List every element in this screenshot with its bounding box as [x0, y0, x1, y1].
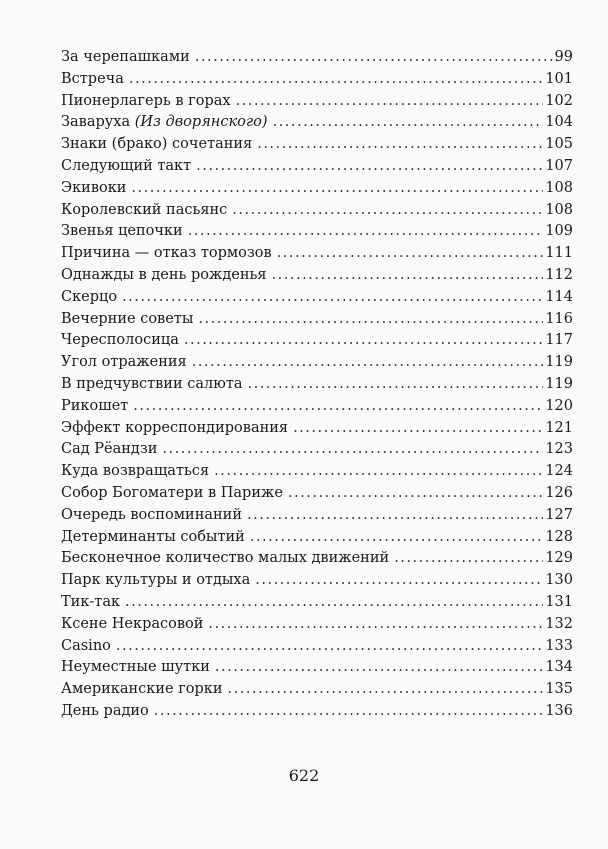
- toc-entry: [61, 505, 573, 527]
- toc-entry-title: [61, 614, 208, 636]
- toc-entry-title-text: Американские горки: [61, 681, 223, 698]
- toc-entry-page: 109: [545, 223, 573, 240]
- toc-entry: [61, 418, 573, 440]
- toc-entry-title: [61, 134, 257, 156]
- toc-entry-title-text: Вечерние советы: [61, 310, 194, 327]
- dot-leader: [154, 701, 544, 723]
- toc-entry: [61, 701, 573, 723]
- dot-leader: [272, 265, 544, 287]
- dot-leader: [248, 374, 544, 396]
- toc-entry-title: [61, 243, 277, 265]
- toc-entry-title-text: Пионерлагерь в горах: [61, 92, 231, 109]
- toc-entry: [61, 243, 573, 265]
- toc-entry-title-text: Заваруха: [61, 114, 135, 131]
- dot-leader: [195, 47, 553, 69]
- toc-entry-page: 119: [545, 375, 573, 392]
- toc-entry-title-text: Следующий такт: [61, 157, 192, 174]
- toc-entry: [61, 200, 573, 222]
- toc-entry-page: 105: [545, 136, 573, 153]
- toc-entry-page: 104: [545, 114, 573, 131]
- toc-entry-page: 131: [545, 593, 573, 610]
- toc-entry-title-text: Эффект корреспондирования: [61, 419, 289, 436]
- toc-entry: [61, 134, 573, 156]
- toc-entry-page: 132: [545, 615, 573, 632]
- toc-entry-title: [61, 701, 154, 723]
- toc-entry-title: [61, 483, 288, 505]
- toc-entry-page: 112: [545, 266, 573, 283]
- toc-entry-title: [61, 505, 247, 527]
- dot-leader: [192, 352, 544, 374]
- toc-entry-page: 119: [545, 354, 573, 371]
- toc-entry-page: 116: [545, 310, 573, 327]
- toc-entry-page: 135: [545, 681, 573, 698]
- toc-entry-title: [61, 592, 125, 614]
- toc-entry-page: 129: [545, 550, 573, 567]
- toc-entry-title-text: Детерминанты событий: [61, 528, 245, 545]
- toc-entry: [61, 548, 573, 570]
- toc-entry: [61, 352, 573, 374]
- toc-entry: [61, 309, 573, 331]
- toc-entry-title-text: Королевский пасьянс: [61, 201, 228, 218]
- dot-leader: [133, 396, 543, 418]
- toc-entry-title: [61, 374, 248, 396]
- toc-entry-title-text: Звенья цепочки: [61, 223, 183, 240]
- toc-entry-title: [61, 636, 116, 658]
- dot-leader: [215, 657, 543, 679]
- toc-entry-page: 111: [545, 245, 573, 262]
- toc-entry-page: 108: [545, 201, 573, 218]
- toc-entry-title: [61, 69, 129, 91]
- toc-entry-title-text: Экивоки: [61, 179, 127, 196]
- toc-entry: [61, 527, 573, 549]
- toc-entry: [61, 657, 573, 679]
- toc-entry: [61, 461, 573, 483]
- toc-entry: [61, 178, 573, 200]
- toc-entry-title: [61, 178, 131, 200]
- toc-entry-title: [61, 570, 255, 592]
- toc-entry-title-text: Неуместные шутки: [61, 659, 210, 676]
- toc-entry-title-text: За черепашками: [61, 49, 190, 65]
- dot-leader: [394, 548, 543, 570]
- toc-entry: [61, 614, 573, 636]
- toc-entry-title: [61, 287, 122, 309]
- dot-leader: [247, 505, 543, 527]
- toc-entry-title: [61, 461, 214, 483]
- dot-leader: [228, 679, 544, 701]
- toc-entry-title: [61, 548, 394, 570]
- dot-leader: [162, 439, 543, 461]
- dot-leader: [196, 156, 543, 178]
- toc-entry-title-text: Чересполосица: [61, 332, 179, 349]
- toc-entry-page: 121: [545, 419, 573, 436]
- toc-entry: [61, 592, 573, 614]
- toc-entry-title: [61, 309, 198, 331]
- dot-leader: [188, 221, 544, 243]
- toc-entry-page: 108: [545, 179, 573, 196]
- table-of-contents: [61, 47, 573, 723]
- dot-leader: [122, 287, 543, 309]
- toc-entry-title: [61, 330, 184, 352]
- toc-entry-title: [61, 418, 293, 440]
- toc-entry-page: 107: [545, 157, 573, 174]
- dot-leader: [288, 483, 543, 505]
- toc-entry: [61, 679, 573, 701]
- toc-entry: [61, 439, 573, 461]
- toc-entry-title-text: Знаки (брако) сочетания: [61, 136, 253, 153]
- toc-entry-title: [61, 679, 228, 701]
- dot-leader: [208, 614, 543, 636]
- toc-entry-page: 128: [545, 528, 573, 545]
- toc-entry-title: [61, 396, 133, 418]
- toc-entry-title: [61, 112, 273, 134]
- toc-entry-title-text: Однажды в день рожденья: [61, 266, 267, 283]
- toc-entry-title-text: Бесконечное количество малых движений: [61, 550, 390, 567]
- dot-leader: [293, 418, 543, 440]
- dot-leader: [214, 461, 543, 483]
- toc-entry-title: [61, 352, 192, 374]
- toc-entry-page: 126: [545, 484, 573, 501]
- toc-entry-page: 114: [545, 288, 573, 305]
- dot-leader: [255, 570, 543, 592]
- toc-entry: [61, 483, 573, 505]
- dot-leader: [250, 527, 543, 549]
- toc-entry-title: [61, 657, 215, 679]
- dot-leader: [129, 69, 543, 91]
- toc-entry-page: 123: [545, 441, 573, 458]
- toc-entry-title: [61, 200, 232, 222]
- dot-leader: [277, 243, 544, 265]
- page-number: 622: [288, 766, 320, 785]
- toc-entry-title-text: Причина — отказ тормозов: [61, 245, 272, 262]
- toc-entry-title: [61, 91, 236, 113]
- toc-entry-title-text: Рикошет: [61, 397, 129, 414]
- toc-entry-title: [61, 527, 250, 549]
- toc-entry: [61, 91, 573, 113]
- toc-entry-title-text: Куда возвращаться: [61, 463, 210, 480]
- toc-entry-page: 124: [545, 463, 573, 480]
- toc-entry: [61, 374, 573, 396]
- toc-entry-title-text: Очередь воспоминаний: [61, 506, 243, 523]
- dot-leader: [116, 636, 543, 658]
- toc-entry-title-text: Ксене Некрасовой: [61, 615, 204, 632]
- toc-entry: [61, 330, 573, 352]
- toc-entry: [61, 636, 573, 658]
- toc-entry-page: 133: [545, 637, 573, 654]
- toc-entry-page: 101: [545, 70, 573, 87]
- toc-entry-page: 127: [545, 506, 573, 523]
- dot-leader: [125, 592, 543, 614]
- toc-entry-page: 102: [545, 92, 573, 109]
- toc-entry-title: [61, 156, 196, 178]
- dot-leader: [273, 112, 544, 134]
- toc-entry-title-text: В предчувствии салюта: [61, 375, 243, 392]
- toc-entry: [61, 156, 573, 178]
- dot-leader: [236, 91, 544, 113]
- toc-entry-page: 120: [545, 397, 573, 414]
- toc-entry: [61, 265, 573, 287]
- toc-entry-title-text: Угол отражения: [61, 354, 187, 371]
- toc-entry: [61, 221, 573, 243]
- toc-entry-page: 130: [545, 572, 573, 589]
- toc-entry: [61, 47, 573, 69]
- dot-leader: [131, 178, 543, 200]
- toc-entry-subtitle: (Из дворянского): [134, 114, 268, 131]
- toc-entry: [61, 69, 573, 91]
- toc-entry-page: 117: [545, 332, 573, 349]
- toc-entry-title-text: Сад Рёандзи: [61, 441, 158, 458]
- toc-entry: [61, 570, 573, 592]
- toc-entry-title-text: Парк культуры и отдыха: [61, 572, 251, 589]
- dot-leader: [184, 330, 543, 352]
- toc-entry-page: 134: [545, 659, 573, 676]
- toc-entry-page: 136: [545, 702, 573, 719]
- toc-entry-title: [61, 47, 195, 69]
- toc-entry-title-text: Casino: [61, 637, 111, 654]
- toc-entry: [61, 396, 573, 418]
- toc-entry-title-text: День радио: [61, 702, 149, 719]
- toc-entry-title: [61, 221, 188, 243]
- toc-entry: [61, 112, 573, 134]
- toc-entry-title: [61, 265, 272, 287]
- toc-entry-title-text: Скерцо: [61, 288, 118, 305]
- dot-leader: [232, 200, 543, 222]
- toc-entry-title-text: Собор Богоматери в Париже: [61, 484, 283, 501]
- toc-entry-title-text: Тик-так: [61, 593, 121, 610]
- toc-entry-title: [61, 439, 162, 461]
- toc-entry-page: 99: [554, 49, 573, 65]
- toc-entry-title-text: Встреча: [61, 70, 124, 87]
- toc-entry: [61, 287, 573, 309]
- dot-leader: [257, 134, 543, 156]
- dot-leader: [198, 309, 543, 331]
